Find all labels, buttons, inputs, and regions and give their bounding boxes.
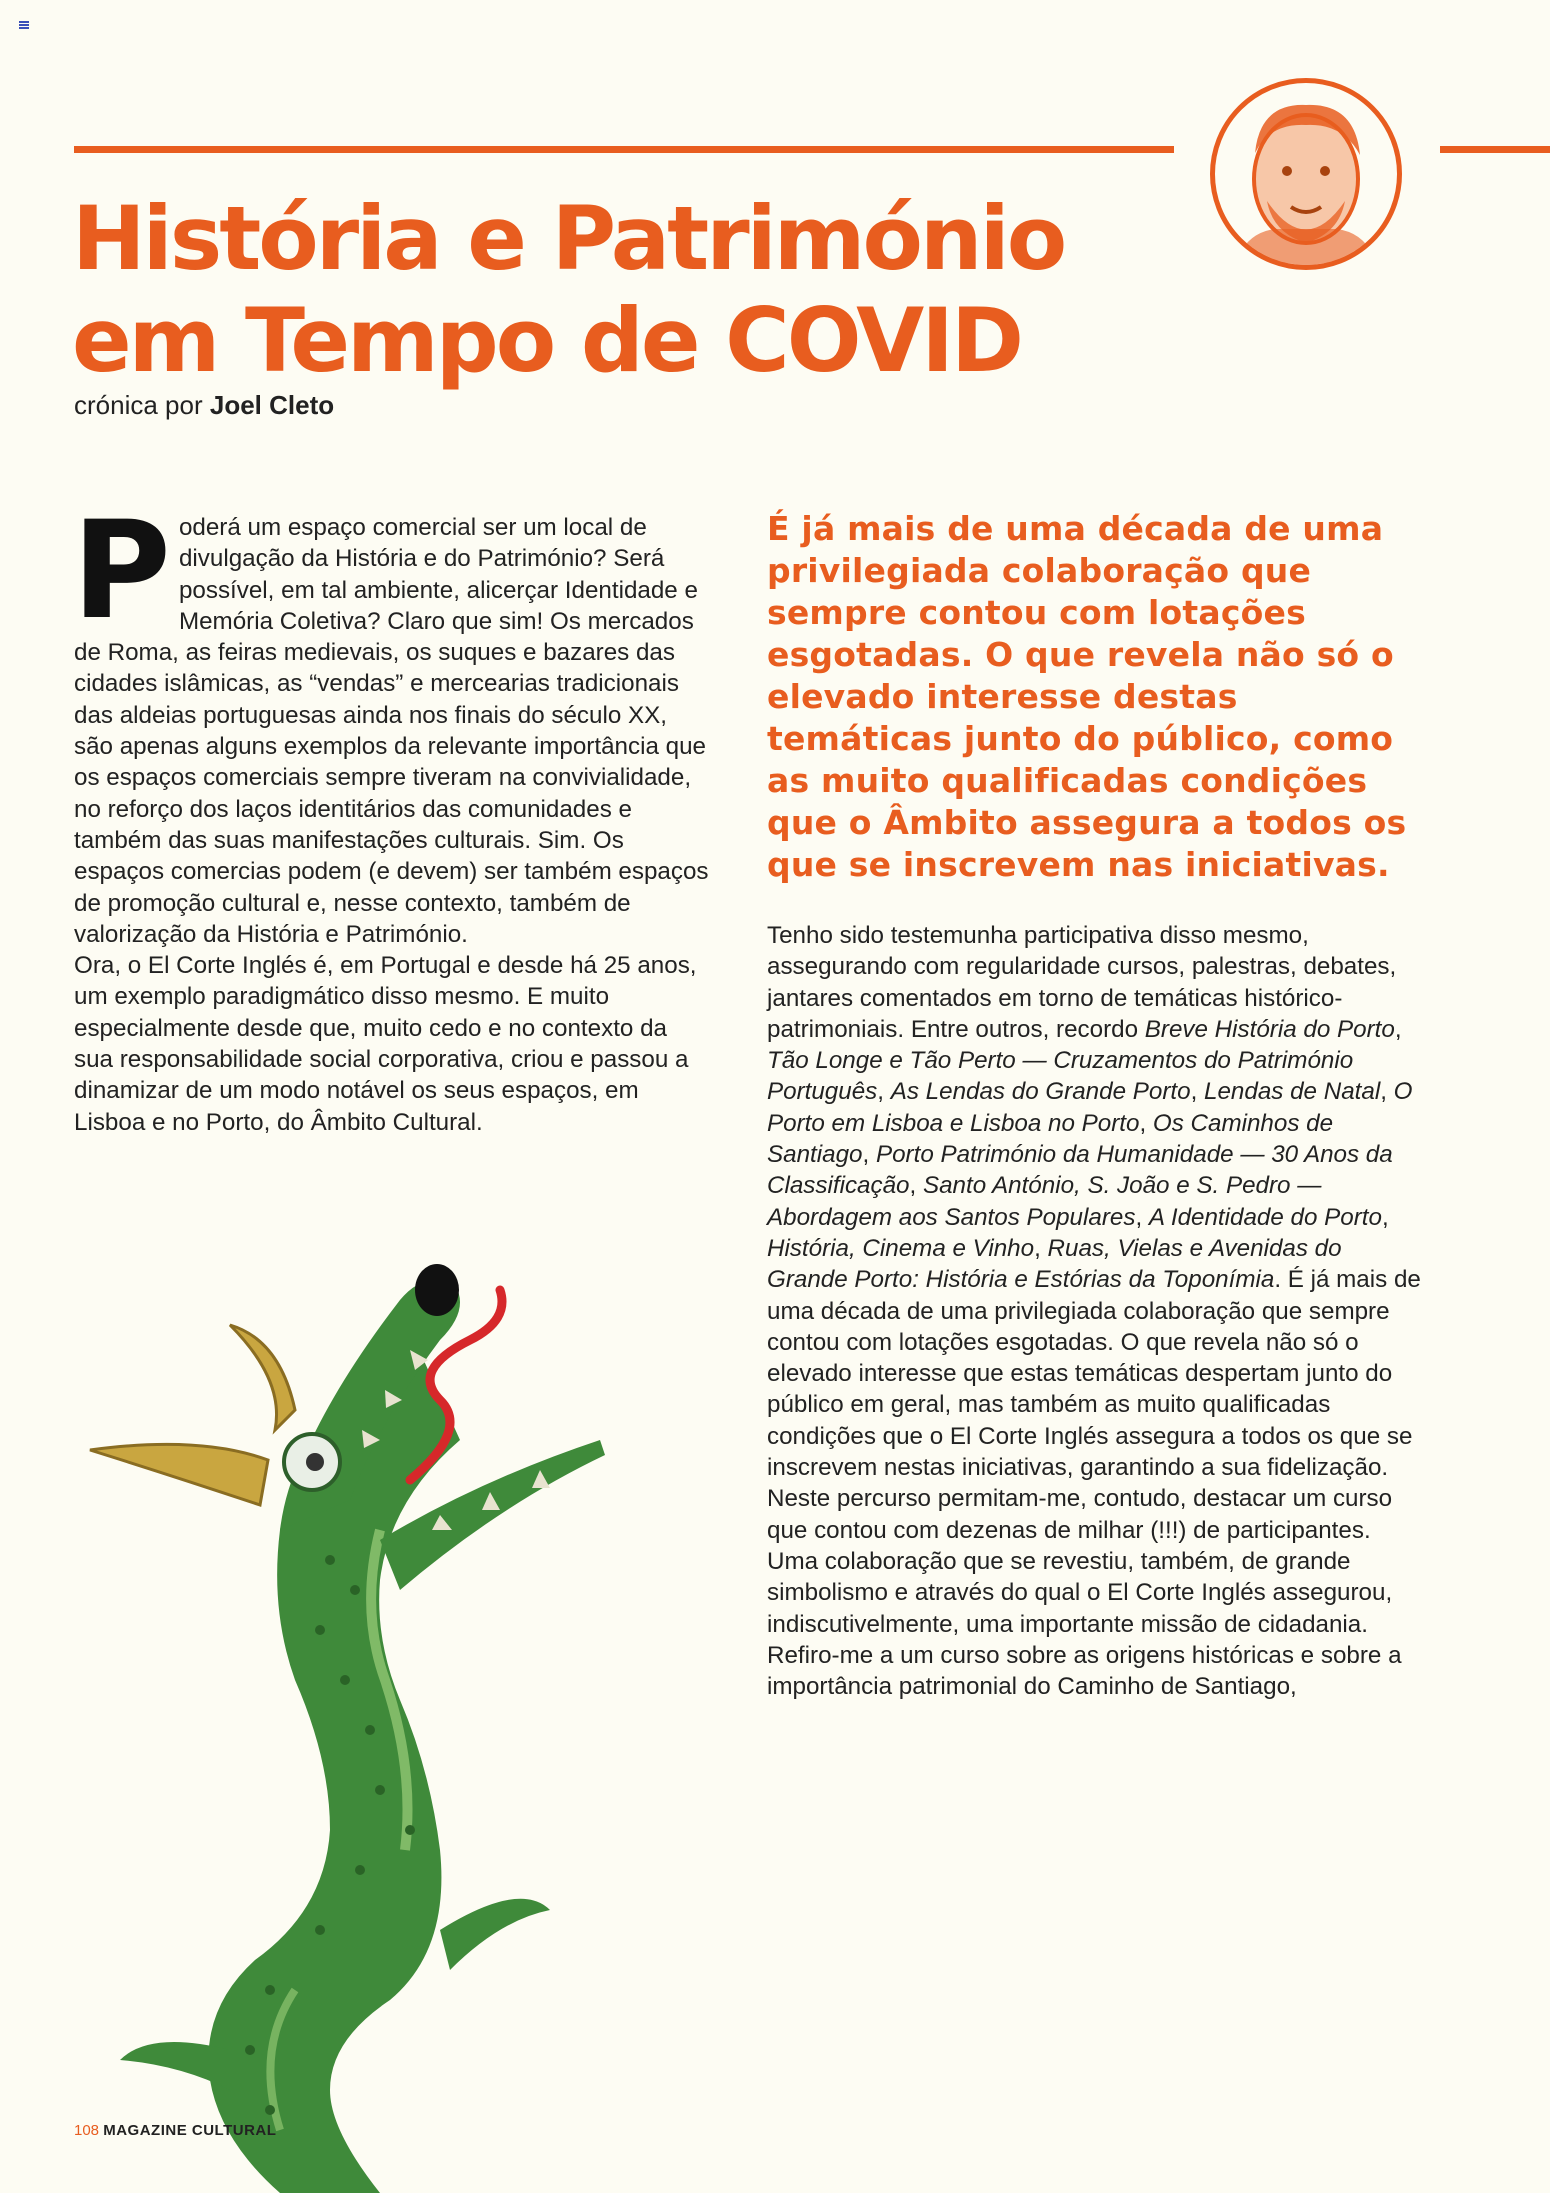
course-title: As Lendas do Grande Porto (890, 1078, 1191, 1106)
paragraph-text: oderá um espaço comercial ser um local de divulgação da História e do Património? Será possível, em tal ambiente, alicerçar Identidade e Memória Coletiva? Claro que sim! Os mercados de Roma, as feiras medievais, os suques e bazares das cidades islâmicas, as “vendas” e mercearias tradicionais das aldeias portuguesas ainda nos finais do século XX, são apenas alguns exemplos da relevante importância que os espaços comerciais sempre tiveram na convivialidade, no reforço dos laços identitários das comunidades e também das suas manifestações culturais. Sim. Os espaços comercias podem (e devem) ser também espaços de promoção cultural e, nesse contexto, também de valorização da História e Património. (74, 514, 709, 948)
page-footer (74, 2122, 276, 2139)
title-line-2: em Tempo de COVID (72, 289, 1022, 392)
drop-cap: P (72, 492, 171, 649)
paragraph: Neste percurso permitam-me, contudo, destacar um curso que contou com dezenas de milhar (!!!) de participantes. Uma colaboração que se revestiu, também, de grande simbolismo e através do qual o El Corte Inglés assegurou, indiscutivelmente, uma importante missão de cidadania. Refiro-me a um curso sobre as origens históricas e sobre a importância patrimonial do Caminho de Santiago, (767, 1485, 1402, 1701)
pull-quote: É já mais de uma década de uma privilegiada colaboração que sempre contou com lotações esgotadas. O que revela não só o elevado interesse destas temáticas junto do público, como as muito qualificadas condições que o Âmbito assegura a todos os que se inscrevem nas iniciativas. (767, 509, 1407, 884)
course-title: História, Cinema e Vinho (767, 1234, 1035, 1262)
paragraph: Tenho sido testemunha participativa disso mesmo, assegurando com regularidade cursos, palestras, debates, jantares comentados em torno de temáticas histórico-patrimoniais. Entre outros, recordo Breve História do Porto, Tão Longe e Tão Perto — Cruzamentos do Património Português, As Lendas do Grande Porto, Lendas de Natal, O Porto em Lisboa e Lisboa no Porto, Os Caminhos de Santiago, Porto Património da Humanidade — 30 Anos da Classificação, Santo António, S. João e S. Pedro — Abordagem aos Santos Populares, A Identidade do Porto, História, Cinema e Vinho, Ruas, Vielas e Avenidas do Grande Porto: História e Estórias da Toponímia. É já mais de uma década de uma privilegiada colaboração que sempre contou com lotações esgotadas. O que revela não só o elevado interesse que estas temáticas despertam junto do público em geral, mas também as muito qualificadas condições que o El Corte Inglés assegura a todos os que se inscrevem nestas iniciativas, garantindo a sua fidelização. (767, 922, 1421, 1482)
byline (74, 390, 334, 421)
hamburger-menu-icon[interactable] (19, 21, 29, 29)
paragraph: Ora, o El Corte Inglés é, em Portugal e desde há 25 anos, um exemplo paradigmático disso mesmo. E muito especialmente desde que, muito cedo e no contexto da sua responsabilidade social corporativa, criou e passou a dinamizar de um modo notável os seus espaços, em Lisboa e no Porto, do Âmbito Cultural. (74, 952, 697, 1136)
course-title: Ruas, Vielas e Avenidas do Grande Porto: História e Estórias da Toponímia (767, 1234, 1342, 1294)
dragon-illustration (80, 1230, 660, 2193)
article-title (72, 188, 1172, 392)
course-title: Lendas de Natal (1204, 1078, 1381, 1106)
author-name: Joel Cleto (209, 390, 335, 420)
author-avatar (1210, 78, 1402, 270)
byline-prefix: crónica por (74, 390, 203, 420)
course-title: O Porto em Lisboa e Lisboa no Porto (767, 1078, 1413, 1137)
header-rule-left (74, 146, 1174, 153)
course-title: A Identidade do Porto (1148, 1203, 1382, 1231)
right-column (767, 920, 1427, 1702)
paragraph (72, 492, 710, 950)
header-rule-right (1440, 146, 1550, 153)
course-title: Santo António, S. João e S. Pedro — Abordagem aos Santos Populares (767, 1172, 1322, 1231)
page-number: 108 (74, 2122, 100, 2139)
title-line-1: História e Património (72, 187, 1065, 290)
course-title: Porto Património da Humanidade — 30 Anos da Classificação (767, 1141, 1393, 1200)
left-column (72, 492, 710, 1138)
magazine-name: MAGAZINE CULTURAL (103, 2122, 277, 2139)
course-title: Breve História do Porto (1144, 1015, 1395, 1043)
course-title: Os Caminhos de Santiago (767, 1109, 1334, 1169)
course-title: Tão Longe e Tão Perto — Cruzamentos do Património Português (767, 1047, 1354, 1106)
